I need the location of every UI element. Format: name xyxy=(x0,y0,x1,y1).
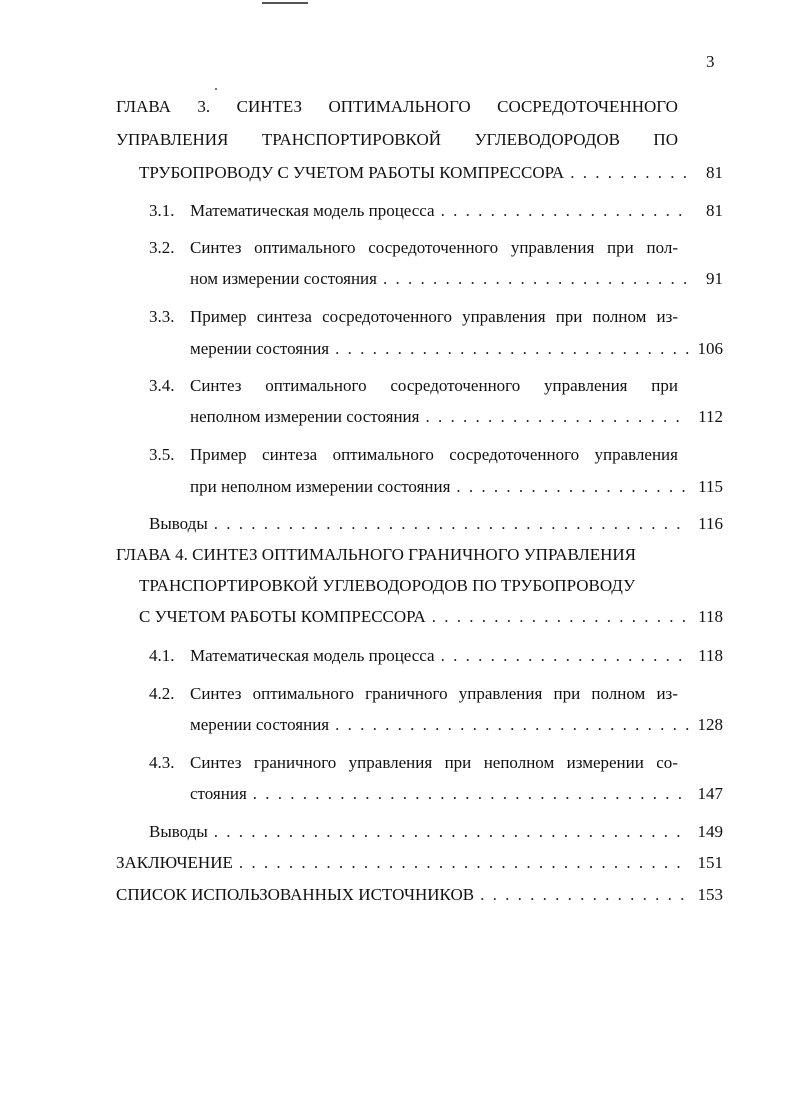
chapter3-page: 81 xyxy=(706,163,723,182)
word: управления xyxy=(462,307,546,326)
word: ПО xyxy=(653,130,678,149)
word: сосредоточенного xyxy=(390,376,521,395)
word: УГЛЕВОДОРОДОВ xyxy=(474,130,620,149)
chapter3-heading-line3 xyxy=(139,162,723,184)
toc-entry-3-5-line1 xyxy=(149,444,678,466)
word: Синтез xyxy=(190,684,242,703)
word: ОПТИМАЛЬНОГО xyxy=(328,97,471,116)
toc-entry-3-2-line2 xyxy=(190,268,723,290)
word: сосредоточенного xyxy=(449,445,580,464)
toc-entry-4-2-line1 xyxy=(149,683,678,705)
word: СИНТЕЗ xyxy=(236,97,303,116)
chapter3-heading-line2 xyxy=(116,129,678,151)
section-number: 4.1. xyxy=(149,646,175,665)
word: сосредоточенного xyxy=(322,307,452,326)
word: измерении xyxy=(566,753,644,772)
section-number: 3.4. xyxy=(149,376,175,395)
word: ТРАНСПОРТИРОВКОЙ xyxy=(261,130,442,149)
word: оптимального xyxy=(254,238,356,257)
chapter4-line1-text: ГЛАВА 4. СИНТЕЗ ОПТИМАЛЬНОГО ГРАНИЧНОГО УПРАВЛЕНИЯ xyxy=(116,545,637,564)
chapter3-heading-line1 xyxy=(116,96,678,118)
section-page: 147 xyxy=(697,784,723,803)
chapter3-line1-text xyxy=(116,96,678,118)
section-title xyxy=(190,375,678,397)
word: СОСРЕДОТОЧЕННОГО xyxy=(497,97,678,116)
section-page: 81 xyxy=(706,201,723,220)
word: сосредоточенного xyxy=(368,238,499,257)
word: Синтез xyxy=(190,238,242,257)
section-title-cont: мерении состояния xyxy=(190,339,330,358)
word: управления xyxy=(544,376,628,395)
section-title xyxy=(190,683,678,705)
references-label: СПИСОК ИСПОЛЬЗОВАННЫХ ИСТОЧНИКОВ xyxy=(116,885,475,904)
chapter4-page: 118 xyxy=(698,607,723,626)
conclusion-page: 151 xyxy=(697,853,723,872)
word: граничного xyxy=(365,684,448,703)
toc-entry-4-2-line2 xyxy=(190,714,723,736)
word: синтеза xyxy=(256,307,312,326)
section-title: Математическая модель процесса xyxy=(190,201,435,220)
word: Синтез xyxy=(190,753,242,772)
toc-entry-references xyxy=(116,884,723,906)
word: из- xyxy=(656,684,678,703)
toc-entry-ch4-conclusions xyxy=(149,821,723,843)
scan-speck xyxy=(215,88,217,90)
word: при xyxy=(607,238,634,257)
section-page: 112 xyxy=(698,407,723,426)
conclusions-page: 149 xyxy=(697,822,723,841)
word: полном xyxy=(591,684,646,703)
word: УПРАВЛЕНИЯ xyxy=(116,130,229,149)
section-title-cont: неполном измерении состояния xyxy=(190,407,420,426)
section-number: 4.2. xyxy=(149,684,175,703)
word: неполном xyxy=(483,753,555,772)
word: Синтез xyxy=(190,376,242,395)
toc-entry-4-3-line2 xyxy=(190,783,723,805)
word: управления xyxy=(348,753,433,772)
chapter4-heading-line3 xyxy=(139,606,723,628)
word: управления xyxy=(458,684,543,703)
toc-entry-3-4-line1 xyxy=(149,375,678,397)
toc-entry-conclusion xyxy=(116,852,723,874)
section-title xyxy=(190,752,678,774)
chapter4-heading-line2 xyxy=(139,575,678,597)
section-number: 3.2. xyxy=(149,238,175,257)
section-title-cont: мерении состояния xyxy=(190,715,330,734)
word: пол- xyxy=(646,238,678,257)
section-title-cont: ном измерении состояния xyxy=(190,269,377,288)
word: управления xyxy=(594,445,678,464)
section-page: 115 xyxy=(698,477,723,496)
word: при xyxy=(553,684,581,703)
conclusions-label: Выводы xyxy=(149,822,208,841)
section-number: 3.3. xyxy=(149,307,175,326)
section-title xyxy=(190,444,678,466)
toc-entry-4-3-line1 xyxy=(149,752,678,774)
word: при xyxy=(444,753,472,772)
word: Пример xyxy=(190,307,247,326)
chapter3-line3-text: ТРУБОПРОВОДУ С УЧЕТОМ РАБОТЫ КОМПРЕССОРА xyxy=(139,163,565,182)
toc-entry-4-1 xyxy=(149,645,723,667)
word: управления xyxy=(510,238,595,257)
word: при xyxy=(651,376,678,395)
section-page: 91 xyxy=(706,269,723,288)
word: из- xyxy=(656,307,678,326)
toc-entry-3-5-line2 xyxy=(190,476,723,498)
word: синтеза xyxy=(262,445,318,464)
conclusion-label: ЗАКЛЮЧЕНИЕ xyxy=(116,853,233,872)
conclusions-label: Выводы xyxy=(149,514,208,533)
toc-entry-3-3-line2 xyxy=(190,338,723,360)
word: полном xyxy=(592,307,647,326)
section-title-cont: при неполном измерении состояния xyxy=(190,477,451,496)
word: оптимального xyxy=(332,445,434,464)
toc-entry-3-3-line1 xyxy=(149,306,678,328)
chapter3-line2-text xyxy=(116,129,678,151)
toc-entry-ch3-conclusions xyxy=(149,513,723,535)
section-number: 3.5. xyxy=(149,445,175,464)
chapter4-heading-line1 xyxy=(116,544,678,566)
section-title xyxy=(190,306,678,328)
top-rule xyxy=(262,2,308,4)
section-title xyxy=(190,237,678,259)
word: 3. xyxy=(197,97,211,116)
word: со- xyxy=(656,753,678,772)
section-page: 128 xyxy=(697,715,723,734)
word: при xyxy=(555,307,583,326)
chapter4-line2-text: ТРАНСПОРТИРОВКОЙ УГЛЕВОДОРОДОВ ПО ТРУБОПРОВОДУ xyxy=(139,576,636,595)
section-number: 4.3. xyxy=(149,753,175,772)
toc-entry-3-2-line1 xyxy=(149,237,678,259)
conclusions-page: 116 xyxy=(698,514,723,533)
section-title: Математическая модель процесса xyxy=(190,646,435,665)
references-page: 153 xyxy=(697,885,723,904)
word: Пример xyxy=(190,445,247,464)
page-number: 3 xyxy=(706,52,715,71)
section-number: 3.1. xyxy=(149,201,175,220)
word: граничного xyxy=(253,753,337,772)
word: оптимального xyxy=(252,684,354,703)
word: оптимального xyxy=(265,376,367,395)
word: ГЛАВА xyxy=(116,97,171,116)
section-title-cont: стояния xyxy=(190,784,247,803)
chapter4-line3-text: С УЧЕТОМ РАБОТЫ КОМПРЕССОРА xyxy=(139,607,426,626)
toc-entry-3-1 xyxy=(149,200,723,222)
toc-entry-3-4-line2 xyxy=(190,406,723,428)
section-page: 106 xyxy=(697,339,723,358)
section-page: 118 xyxy=(698,646,723,665)
